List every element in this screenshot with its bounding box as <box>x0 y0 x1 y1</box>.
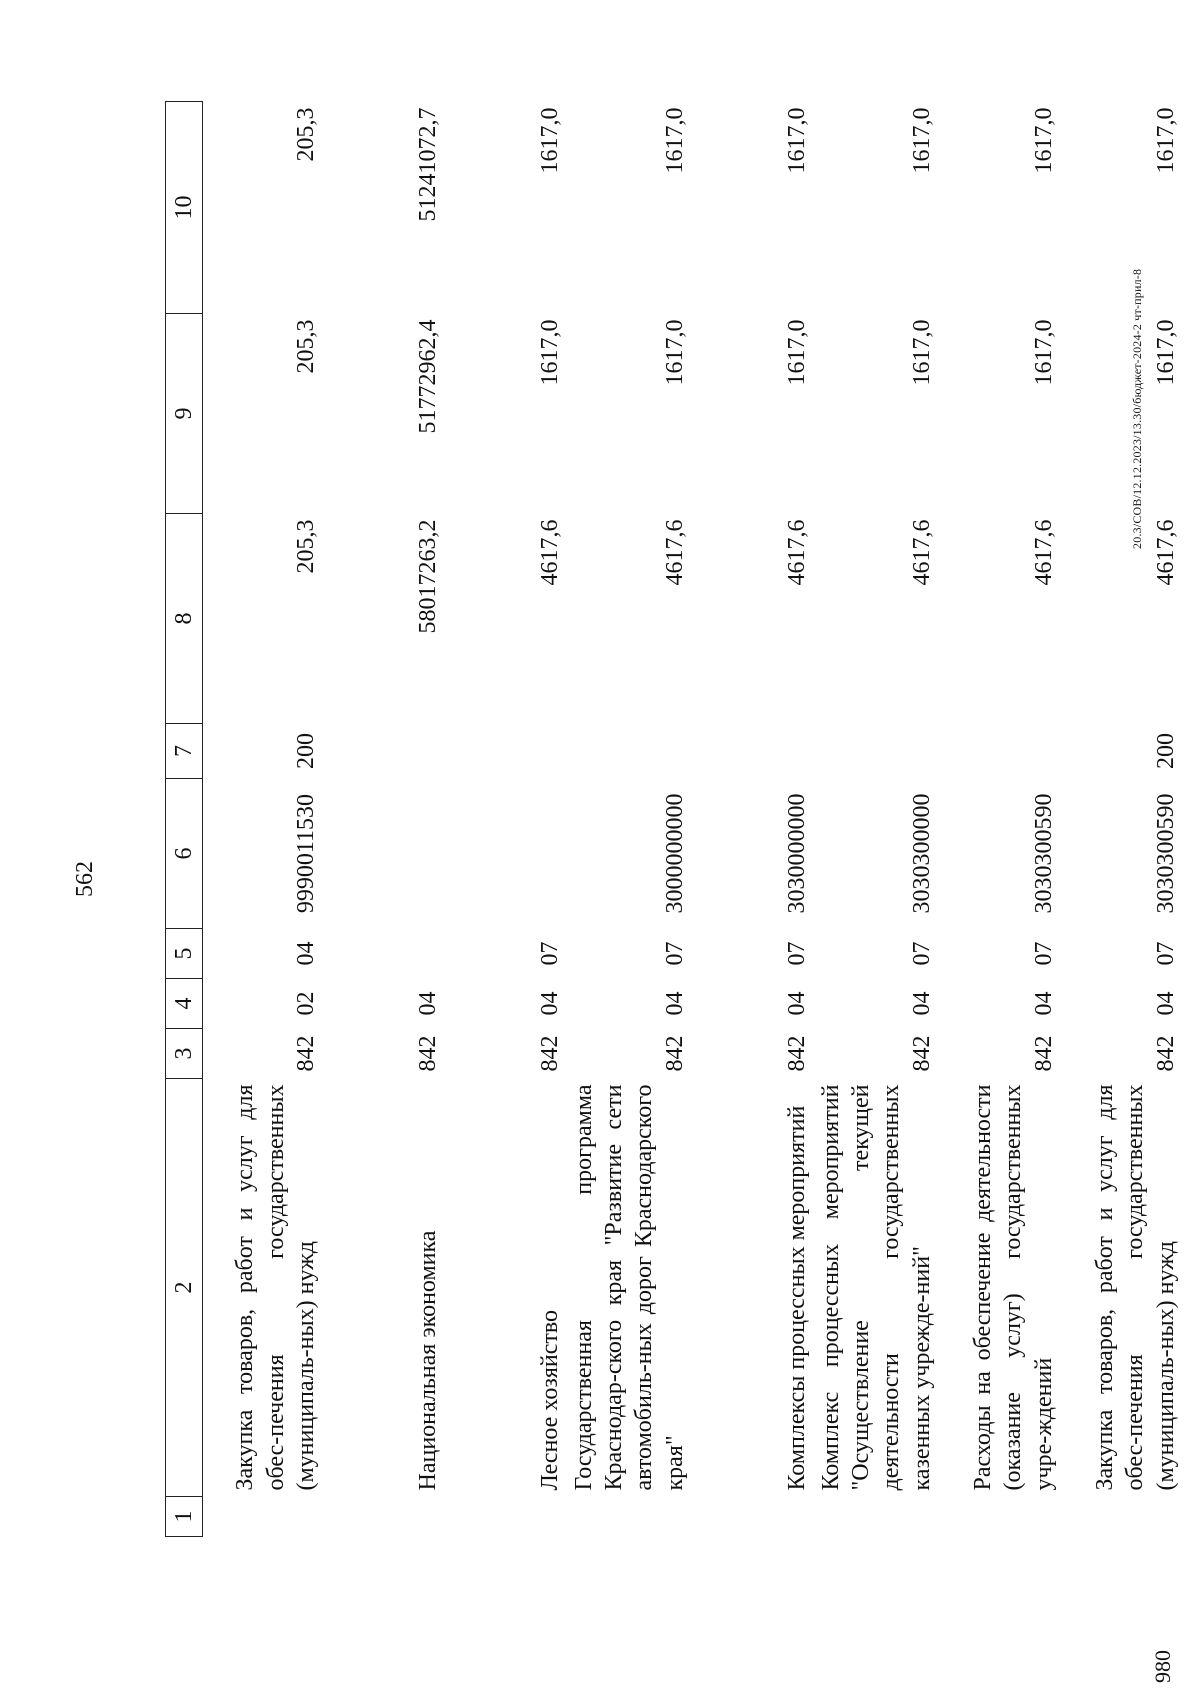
row-cell-c5 <box>325 929 447 979</box>
row-cell-c4: 04 <box>908 991 935 1016</box>
row-cell-c4: 02 <box>292 991 319 1016</box>
row-cell-c1 <box>203 1497 326 1537</box>
row-cell-c8: 4617,6 <box>1152 519 1179 586</box>
row-cell-c10: 1617,0 <box>661 107 688 174</box>
row-cell-c6 <box>447 779 569 929</box>
row-cell-c10: 1617,0 <box>908 107 935 174</box>
row-cell-c6: 3030000000 <box>783 793 810 914</box>
row-cell-c1 <box>325 1497 447 1537</box>
row-cell-c8: 4617,6 <box>661 519 688 586</box>
row-cell-c5: 04 <box>292 941 319 966</box>
row-cell-c4: 04 <box>783 991 810 1016</box>
row-cell-c3: 842 <box>1030 1035 1057 1072</box>
row-cell-c5: 07 <box>1152 941 1179 966</box>
row-cell-c5: 07 <box>783 941 810 966</box>
row-cell-c1 <box>816 1497 941 1537</box>
row-cell-c3: 842 <box>661 1035 688 1072</box>
row-cell-c7 <box>447 724 569 779</box>
table-row <box>941 102 1063 1537</box>
row-cell-c10: 1617,0 <box>536 107 563 174</box>
row-name-cell: Комплекс процессных мероприятий "Осуществление текущей деятельности государственных казенных учрежде-ний" <box>817 1084 935 1491</box>
row-cell-c9: 1617,0 <box>1152 319 1179 386</box>
row-cell-c9: 1617,0 <box>783 319 810 386</box>
row-cell-c8: 4617,6 <box>908 519 935 586</box>
table-row <box>569 102 694 1537</box>
row-cell-c9: 1617,0 <box>908 319 935 386</box>
row-cell-c9: 1617,0 <box>536 319 563 386</box>
header-cell: 3 <box>166 1029 203 1079</box>
row-cell-c1 <box>941 1497 1063 1537</box>
table-row <box>1063 102 1185 1537</box>
row-cell-c10: 1617,0 <box>1152 107 1179 174</box>
row-cell-c3: 842 <box>414 1035 441 1072</box>
row-cell-c3: 842 <box>292 1035 319 1072</box>
row-cell-c7: 200 <box>1152 733 1179 769</box>
row-cell-c5: 07 <box>661 941 688 966</box>
row-cell-c3: 842 <box>536 1035 563 1072</box>
row-cell-c1 <box>447 1497 569 1537</box>
row-cell-c7 <box>569 724 694 779</box>
header-cell: 8 <box>166 514 203 724</box>
table-row <box>203 102 326 1537</box>
row-cell-c6: 3030300000 <box>908 793 935 914</box>
row-cell-c3: 842 <box>783 1035 810 1072</box>
row-cell-c10: 51241072,7 <box>414 107 441 222</box>
document-code: 20.3/СОВ/12.12.2023/13.30/бюджет-2024-2 чт-прил-8 <box>1130 268 1144 549</box>
row-name-cell: Лесное хозяйство <box>536 1309 563 1491</box>
row-cell-c4: 04 <box>1152 991 1179 1016</box>
row-name-cell: Государственная программа Краснодар-ского края "Развитие сети автомобиль-ных дорог Краснодарского края" <box>571 1084 688 1491</box>
row-cell-c9: 1617,0 <box>1030 319 1057 386</box>
header-cell: 10 <box>166 102 203 314</box>
row-name-cell: Закупка товаров, работ и услуг для обес-печения государственных (муниципаль-ных) нужд <box>1092 1084 1179 1491</box>
row-cell-c6: 3000000000 <box>661 793 688 914</box>
table-row <box>447 102 569 1537</box>
row-cell-c4: 04 <box>1030 991 1057 1016</box>
row-cell-c10: 205,3 <box>292 107 319 162</box>
row-cell-c4: 04 <box>414 991 441 1016</box>
row-cell-c4: 04 <box>661 991 688 1016</box>
budget-table <box>165 101 1185 1537</box>
row-cell-c1 <box>1063 1497 1185 1537</box>
header-cell: 2 <box>166 1079 203 1497</box>
row-cell-c7 <box>325 724 447 779</box>
row-name-cell: Комплексы процессных мероприятий <box>783 1105 810 1491</box>
header-cell: 4 <box>166 979 203 1029</box>
row-cell-c10: 1617,0 <box>1030 107 1057 174</box>
header-row <box>166 102 203 1537</box>
row-cell-c10: 1617,0 <box>783 107 810 174</box>
table-row <box>694 102 816 1537</box>
row-cell-c5: 07 <box>908 941 935 966</box>
table-row <box>816 102 941 1537</box>
row-cell-c7: 200 <box>292 733 319 769</box>
row-cell-c7 <box>941 724 1063 779</box>
row-cell-c9: 1617,0 <box>661 319 688 386</box>
row-cell-c6: 3030300590 <box>1152 793 1179 914</box>
row-cell-c8: 4617,6 <box>783 519 810 586</box>
row-cell-c6 <box>325 779 447 929</box>
row-cell-c8: 4617,6 <box>1030 519 1057 586</box>
row-cell-c5: 07 <box>1030 941 1057 966</box>
row-cell-c6: 9990011530 <box>292 793 319 914</box>
header-cell: 9 <box>166 314 203 514</box>
header-cell: 1 <box>166 1497 203 1537</box>
page-number: 562 <box>72 861 98 897</box>
row-cell-c1 <box>569 1497 694 1537</box>
row-name-cell: Закупка товаров, работ и услуг для обес-печения государственных (муниципаль-ных) нужд <box>232 1084 319 1491</box>
row-cell-c9: 51772962,4 <box>414 319 441 434</box>
row-cell-c3: 842 <box>908 1035 935 1072</box>
row-cell-c7 <box>816 724 941 779</box>
row-cell-c4: 04 <box>536 991 563 1016</box>
row-cell-c8: 205,3 <box>292 519 319 574</box>
header-cell: 7 <box>166 724 203 779</box>
row-name-cell: Национальная экономика <box>414 1230 441 1491</box>
sheet-number: 980 <box>1150 1650 1175 1683</box>
row-cell-c8: 58017263,2 <box>414 519 441 634</box>
row-cell-c9: 205,3 <box>292 319 319 374</box>
row-cell-c6: 3030300590 <box>1030 793 1057 914</box>
row-cell-c1 <box>694 1497 816 1537</box>
row-cell-c3: 842 <box>1152 1035 1179 1072</box>
header-cell: 5 <box>166 929 203 979</box>
row-name-cell: Расходы на обеспечение деятельности (оказание услуг) государственных учре-ждений <box>970 1084 1057 1491</box>
row-cell-c7 <box>694 724 816 779</box>
table-row <box>325 102 447 1537</box>
row-cell-c8: 4617,6 <box>536 519 563 586</box>
header-cell: 6 <box>166 779 203 929</box>
row-cell-c5: 07 <box>536 941 563 966</box>
